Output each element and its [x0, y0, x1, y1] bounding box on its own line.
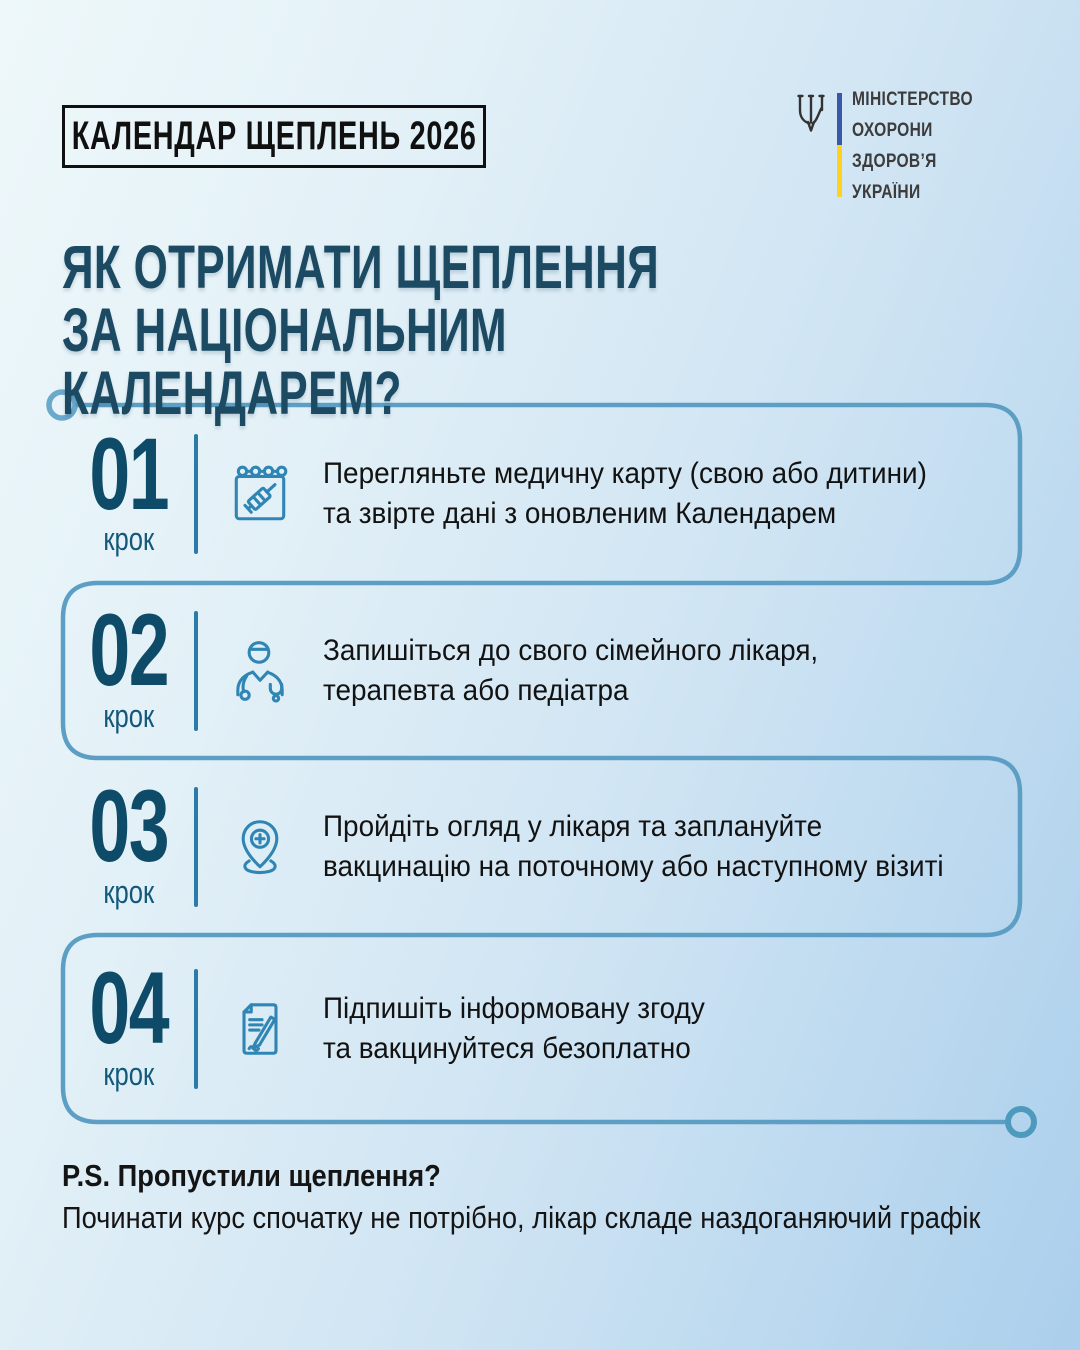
page-title-line1: ЯК ОТРИМАТИ ЩЕПЛЕННЯ — [62, 233, 660, 301]
step-label: крок — [103, 697, 154, 734]
moh-logo — [796, 84, 999, 208]
step-row-1 — [63, 405, 1018, 583]
document-pen-icon — [198, 996, 323, 1062]
calendar-syringe-icon — [198, 461, 323, 527]
step-text-line1: Запишіться до свого сімейного лікаря, — [322, 633, 818, 667]
ministry-name-line: УКРАЇНИ — [851, 182, 921, 203]
step-text — [323, 807, 970, 887]
flag-bar — [837, 93, 842, 197]
step-number-block — [63, 769, 194, 911]
step-row-4 — [63, 935, 1018, 1122]
title-badge — [62, 105, 486, 168]
tryzub-coat-of-arms-icon — [796, 92, 826, 134]
flag-bar-blue — [837, 93, 842, 145]
page-title — [62, 233, 1080, 427]
title-badge-label: КАЛЕНДАР ЩЕПЛЕНЬ 2026 — [71, 114, 477, 158]
ministry-name-line: ОХОРОНИ — [851, 120, 933, 141]
step-label: крок — [103, 873, 154, 910]
step-text-line2: та вакцинуйтеся безоплатно — [322, 1031, 691, 1065]
step-label: крок — [103, 521, 154, 558]
page-title-line2: ЗА НАЦІОНАЛЬНИМ КАЛЕНДАРЕМ? — [62, 296, 507, 427]
location-pin-plus-icon — [198, 814, 323, 880]
step-text — [323, 989, 970, 1069]
step-number-block — [63, 951, 194, 1093]
footnote-text: Починати курс спочатку не потрібно, лікар складе наздоганяючий графік — [62, 1200, 981, 1235]
step-text — [323, 631, 970, 711]
step-number: 01 — [89, 416, 168, 531]
step-number: 04 — [89, 951, 168, 1066]
step-text — [323, 454, 970, 534]
step-text-line2: та звірте дані з оновленим Календарем — [322, 497, 836, 530]
step-number: 03 — [89, 769, 168, 884]
ministry-name — [852, 84, 1000, 208]
step-text-line1: Перегляньте медичну карту (свою або дитини) — [322, 457, 927, 490]
step-number-block — [63, 593, 194, 735]
step-row-3 — [63, 758, 1018, 935]
footnote-title: P.S. Пропустили щеплення? — [62, 1158, 441, 1193]
ministry-name-line: ЗДОРОВ’Я — [851, 151, 937, 172]
step-text-line2: терапевта або педіатра — [322, 673, 629, 707]
step-number-block — [63, 416, 194, 559]
step-text-line2: вакцинацію на поточному або наступному візиті — [322, 849, 944, 883]
step-text-line1: Підпишіть інформовану згоду — [322, 991, 705, 1025]
step-row-2 — [63, 583, 1018, 758]
footnote — [62, 1156, 1080, 1238]
step-label: крок — [103, 1055, 154, 1092]
ministry-name-line: МІНІСТЕРСТВО — [851, 89, 973, 110]
doctor-icon — [198, 638, 323, 704]
step-number: 02 — [89, 593, 168, 708]
flag-bar-yellow — [837, 145, 842, 197]
step-text-line1: Пройдіть огляд у лікаря та заплануйте — [322, 809, 822, 843]
